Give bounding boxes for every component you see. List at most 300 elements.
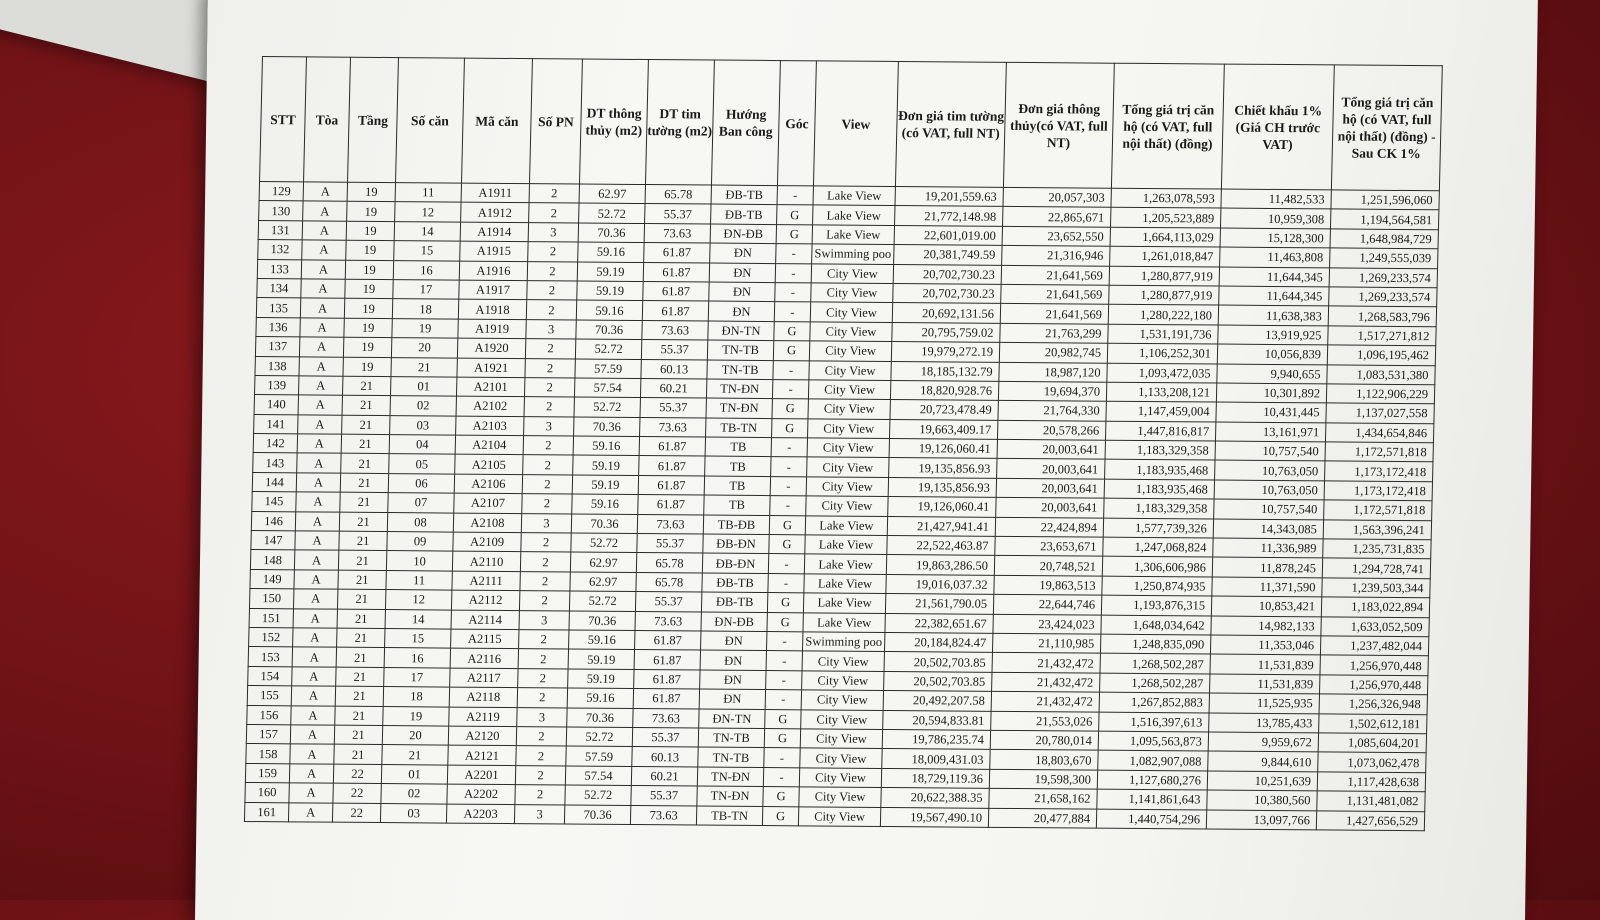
cell-so-can: 19 [392,318,458,338]
cell-stt: 161 [244,802,288,822]
cell-tong-gia-tri-sau-ck: 1,239,503,344 [1322,578,1430,598]
cell-stt: 139 [255,375,299,395]
cell-so-pn: 2 [519,591,569,611]
cell-so-can: 01 [390,376,456,396]
cell-stt: 130 [259,201,303,221]
cell-don-gia-tim-tuong: 18,820,928.76 [890,380,998,400]
cell-view: City View [810,302,892,322]
cell-don-gia-thong-thuy: 20,003,641 [996,498,1104,518]
cell-so-can: 14 [385,609,451,629]
cell-chiet-khau: 10,959,308 [1220,208,1330,228]
cell-dt-thong-thuy: 59.19 [577,262,643,282]
cell-tong-gia-tri-sau-ck: 1,633,052,509 [1321,617,1429,637]
cell-so-pn: 2 [525,339,575,359]
cell-so-can: 07 [388,493,454,513]
cell-tong-gia-tri-sau-ck: 1,137,027,558 [1326,403,1434,423]
cell-tang: 21 [342,415,390,435]
cell-tang: 21 [334,745,382,765]
cell-huong-ban-cong: ĐN [709,263,775,283]
cell-so-pn: 3 [517,707,567,727]
cell-goc: - [775,263,811,283]
cell-tong-gia-tri-sau-ck: 1,517,271,812 [1328,326,1436,346]
cell-toa: A [289,783,333,803]
cell-so-pn: 2 [519,630,569,650]
cell-view: City View [802,651,884,671]
cell-goc: - [766,632,802,652]
cell-toa: A [288,802,332,822]
cell-tang: 21 [338,551,386,571]
cell-huong-ban-cong: TN-ĐN [706,379,772,399]
cell-don-gia-thong-thuy: 23,653,671 [995,536,1103,556]
cell-so-can: 10 [386,551,452,571]
cell-don-gia-tim-tuong: 19,786,235.74 [882,729,990,749]
cell-dt-thong-thuy: 59.16 [573,436,639,456]
cell-don-gia-tim-tuong: 20,702,730.23 [893,264,1001,284]
cell-so-pn: 2 [521,533,571,553]
cell-so-can: 21 [391,357,457,377]
cell-dt-tim-tuong: 55.37 [635,592,701,612]
cell-toa: A [291,705,335,725]
cell-ma-can: A2117 [450,668,518,688]
cell-stt: 137 [255,337,299,357]
cell-so-pn: 2 [517,688,567,708]
cell-goc: G [762,806,798,826]
cell-dt-thong-thuy: 62.97 [570,572,636,592]
cell-so-pn: 2 [527,281,577,301]
cell-huong-ban-cong: ĐN [710,243,776,263]
header-so-can: Số căn [396,58,465,184]
cell-tong-gia-tri-sau-ck: 1,085,604,201 [1318,733,1426,753]
cell-don-gia-thong-thuy: 20,003,641 [996,478,1104,498]
table-header-row [260,57,1443,191]
cell-goc: G [774,321,810,341]
cell-stt: 159 [245,763,289,783]
cell-so-can: 01 [381,764,447,784]
cell-don-gia-thong-thuy: 22,424,894 [995,517,1103,537]
cell-ma-can: A2111 [452,571,520,591]
cell-huong-ban-cong: ĐN [709,282,775,302]
cell-tong-gia-tri-sau-ck: 1,172,571,818 [1325,442,1433,462]
cell-dt-thong-thuy: 52.72 [566,727,632,747]
cell-stt: 136 [256,317,300,337]
cell-tong-gia-tri: 1,127,680,276 [1097,770,1207,790]
cell-view: Lake View [805,535,887,555]
cell-don-gia-tim-tuong: 20,692,131.56 [892,303,1000,323]
cell-tong-gia-tri-sau-ck: 1,131,481,082 [1317,791,1425,811]
cell-tong-gia-tri-sau-ck: 1,194,564,581 [1330,209,1438,229]
cell-tang: 19 [347,182,395,202]
cell-chiet-khau: 11,482,533 [1221,189,1331,209]
cell-view: Lake View [813,186,895,206]
cell-tang: 22 [333,764,381,784]
cell-so-pn: 2 [526,300,576,320]
cell-tong-gia-tri-sau-ck: 1,268,583,796 [1328,306,1436,326]
cell-ma-can: A2201 [447,765,515,785]
cell-toa: A [298,395,342,415]
cell-tong-gia-tri-sau-ck: 1,427,656,529 [1316,810,1424,830]
cell-huong-ban-cong: ĐN-TN [699,709,765,729]
header-dt-tim-tuong: DT tim tường (m2) [645,60,714,186]
cell-tang: 21 [335,686,383,706]
cell-goc: - [768,554,804,574]
cell-ma-can: A1919 [458,319,526,339]
cell-stt: 141 [254,414,298,434]
cell-toa: A [297,434,341,454]
cell-chiet-khau: 10,301,892 [1216,383,1326,403]
cell-tong-gia-tri: 1,133,208,121 [1106,382,1216,402]
cell-view: City View [806,496,888,516]
header-tang: Tầng [348,57,399,182]
cell-tong-gia-tri-sau-ck: 1,563,396,241 [1323,520,1431,540]
cell-huong-ban-cong: TN-TB [698,728,764,748]
cell-don-gia-thong-thuy: 19,694,370 [998,381,1106,401]
cell-stt: 148 [250,550,294,570]
cell-tong-gia-tri-sau-ck: 1,235,731,835 [1323,539,1431,559]
cell-view: City View [809,360,891,380]
cell-view: City View [810,322,892,342]
cell-view: Lake View [813,205,895,225]
cell-huong-ban-cong: ĐB-ĐN [703,534,769,554]
cell-tang: 21 [341,454,389,474]
cell-don-gia-tim-tuong: 19,863,286.50 [886,555,994,575]
cell-dt-tim-tuong: 60.21 [631,766,697,786]
apartment-price-table [244,56,1443,831]
cell-ma-can: A2120 [448,726,516,746]
cell-tang: 21 [338,570,386,590]
cell-dt-thong-thuy: 52.72 [575,339,641,359]
cell-so-pn: 2 [522,494,572,514]
cell-so-pn: 2 [524,397,574,417]
cell-dt-tim-tuong: 65.78 [636,553,702,573]
cell-chiet-khau: 11,644,345 [1219,267,1329,287]
cell-huong-ban-cong: ĐB-TB [711,185,777,205]
cell-tong-gia-tri-sau-ck: 1,256,970,448 [1320,655,1428,675]
cell-so-can: 14 [394,221,460,241]
cell-so-pn: 2 [528,242,578,262]
header-tong-gia-tri: Tổng giá trị căn hộ (có VAT, full nội thất) (đồng) [1111,63,1224,189]
cell-tong-gia-tri-sau-ck: 1,434,654,846 [1325,423,1433,443]
cell-don-gia-thong-thuy: 21,110,985 [992,633,1100,653]
cell-chiet-khau: 11,644,345 [1219,286,1329,306]
cell-view: Lake View [805,515,887,535]
cell-view: City View [798,806,880,826]
cell-goc: G [772,399,808,419]
cell-toa: A [295,531,339,551]
cell-huong-ban-cong: TB [704,476,770,496]
cell-tang: 22 [333,783,381,803]
cell-tong-gia-tri: 1,440,754,296 [1096,809,1206,829]
cell-so-pn: 3 [524,416,574,436]
cell-tong-gia-tri-sau-ck: 1,183,022,894 [1321,597,1429,617]
cell-ma-can: A1921 [457,358,525,378]
cell-don-gia-tim-tuong: 21,772,148.98 [895,206,1003,226]
cell-dt-thong-thuy: 57.59 [575,359,641,379]
cell-stt: 138 [255,356,299,376]
cell-toa: A [300,318,344,338]
cell-dt-tim-tuong: 73.63 [630,805,696,825]
cell-don-gia-thong-thuy: 21,658,162 [989,788,1097,808]
cell-so-can: 08 [387,512,453,532]
cell-view: City View [808,380,890,400]
cell-so-can: 15 [394,241,460,261]
cell-goc: G [776,224,812,244]
cell-goc: - [765,690,801,710]
cell-so-can: 02 [390,396,456,416]
cell-ma-can: A2118 [449,687,517,707]
cell-goc: - [768,573,804,593]
cell-toa: A [299,337,343,357]
cell-dt-tim-tuong: 73.63 [642,320,708,340]
cell-don-gia-thong-thuy: 20,578,266 [997,420,1105,440]
cell-don-gia-tim-tuong: 22,601,019.00 [894,225,1002,245]
cell-ma-can: A2105 [455,455,523,475]
cell-goc: G [763,787,799,807]
cell-don-gia-thong-thuy: 21,641,569 [1001,265,1109,285]
cell-chiet-khau: 10,757,540 [1214,499,1324,519]
cell-view: Swimming poo [812,244,894,264]
cell-don-gia-thong-thuy: 21,432,472 [992,672,1100,692]
cell-don-gia-thong-thuy: 21,553,026 [991,711,1099,731]
cell-huong-ban-cong: ĐB-TB [701,592,767,612]
header-huong-ban-cong: Hướng Ban công [711,60,780,186]
cell-view: City View [808,399,890,419]
cell-tong-gia-tri: 1,183,935,468 [1104,479,1214,499]
cell-ma-can: A1911 [461,183,529,203]
cell-tang: 21 [340,473,388,493]
cell-stt: 158 [246,744,290,764]
cell-stt: 157 [246,724,290,744]
cell-don-gia-thong-thuy: 21,763,299 [1000,323,1108,343]
cell-view: Lake View [804,554,886,574]
cell-don-gia-tim-tuong: 19,201,559.63 [895,186,1003,206]
header-toa: Tòa [304,57,351,182]
cell-don-gia-thong-thuy: 23,424,023 [993,614,1101,634]
cell-don-gia-tim-tuong: 18,729,119.36 [881,768,989,788]
cell-ma-can: A2114 [451,610,519,630]
cell-don-gia-tim-tuong: 19,567,490.10 [880,807,988,827]
cell-don-gia-tim-tuong: 18,185,132.79 [891,361,999,381]
cell-chiet-khau: 10,056,839 [1217,344,1327,364]
cell-ma-can: A2116 [450,648,518,668]
cell-chiet-khau: 10,431,445 [1216,402,1326,422]
header-tong-gia-tri-sau-ck: Tổng giá trị căn hộ (có VAT, full nội thất) (đồng) - Sau CK 1% [1331,65,1442,191]
cell-goc: - [777,186,813,206]
cell-huong-ban-cong: ĐN-ĐB [710,224,776,244]
cell-so-pn: 2 [523,436,573,456]
cell-don-gia-tim-tuong: 20,502,703.85 [884,671,992,691]
cell-tong-gia-tri-sau-ck: 1,173,172,418 [1325,461,1433,481]
header-don-gia-thong-thuy: Đơn giá thông thủy(có VAT, full NT) [1003,62,1114,188]
price-list-sheet [244,56,1443,831]
cell-so-pn: 3 [528,222,578,242]
cell-stt: 155 [247,686,291,706]
cell-toa: A [293,628,337,648]
cell-tong-gia-tri: 1,306,606,986 [1102,557,1212,577]
cell-so-can: 19 [383,706,449,726]
cell-stt: 147 [251,531,295,551]
cell-chiet-khau: 11,463,808 [1220,247,1330,267]
cell-toa: A [303,201,347,221]
header-don-gia-tim-tuong: Đơn giá tim tường (có VAT, full NT) [895,61,1006,187]
header-so-pn: Số PN [530,59,583,184]
cell-tong-gia-tri-sau-ck: 1,173,172,418 [1324,481,1432,501]
cell-goc: G [765,709,801,729]
cell-so-pn: 2 [520,571,570,591]
cell-tong-gia-tri: 1,250,874,935 [1102,576,1212,596]
cell-don-gia-thong-thuy: 20,003,641 [997,439,1105,459]
cell-dt-thong-thuy: 70.36 [578,223,644,243]
cell-huong-ban-cong: ĐN-ĐB [701,612,767,632]
cell-ma-can: A2108 [453,513,521,533]
cell-stt: 131 [258,220,302,240]
cell-chiet-khau: 13,785,433 [1209,713,1319,733]
cell-dt-thong-thuy: 59.16 [572,494,638,514]
cell-dt-tim-tuong: 55.37 [640,398,706,418]
cell-so-can: 16 [384,648,450,668]
cell-ma-can: A2203 [446,804,514,824]
cell-don-gia-tim-tuong: 20,184,824.47 [884,632,992,652]
cell-dt-thong-thuy: 52.72 [574,397,640,417]
cell-view: City View [811,263,893,283]
cell-stt: 150 [249,589,293,609]
cell-chiet-khau: 10,763,050 [1215,461,1325,481]
cell-dt-tim-tuong: 73.63 [633,708,699,728]
cell-dt-tim-tuong: 60.13 [641,359,707,379]
cell-dt-thong-thuy: 70.36 [576,320,642,340]
cell-ma-can: A1918 [458,299,526,319]
cell-goc: - [766,670,802,690]
cell-ma-can: A2109 [453,532,521,552]
cell-tong-gia-tri: 1,267,852,883 [1099,692,1209,712]
cell-goc: - [766,651,802,671]
cell-tang: 21 [342,395,390,415]
cell-so-pn: 2 [525,358,575,378]
cell-so-can: 17 [393,280,459,300]
cell-tong-gia-tri: 1,141,861,643 [1097,789,1207,809]
cell-don-gia-tim-tuong: 20,492,207.58 [883,691,991,711]
cell-huong-ban-cong: TN-ĐN [697,786,763,806]
cell-dt-thong-thuy: 70.36 [574,417,640,437]
cell-don-gia-thong-thuy: 19,598,300 [989,769,1097,789]
cell-so-can: 03 [390,415,456,435]
cell-view: City View [801,690,883,710]
cell-so-can: 02 [381,784,447,804]
cell-so-can: 18 [392,299,458,319]
cell-dt-thong-thuy: 57.59 [566,746,632,766]
cell-so-can: 20 [391,338,457,358]
cell-so-can: 16 [393,260,459,280]
cell-so-can: 17 [384,667,450,687]
cell-toa: A [299,356,343,376]
cell-huong-ban-cong: TN-ĐN [697,767,763,787]
cell-dt-thong-thuy: 59.19 [568,669,634,689]
cell-ma-can: A1915 [460,241,528,261]
cell-don-gia-tim-tuong: 19,135,856.93 [888,477,996,497]
cell-toa: A [302,221,346,241]
cell-toa: A [290,744,334,764]
cell-tang: 19 [343,357,391,377]
cell-goc: G [777,205,813,225]
header-goc: Góc [777,61,816,186]
cell-tong-gia-tri: 1,648,034,642 [1101,615,1211,635]
cell-view: City View [807,438,889,458]
header-view: View [813,61,898,187]
cell-ma-can: A1920 [457,338,525,358]
cell-dt-thong-thuy: 52.72 [571,533,637,553]
cell-so-can: 11 [395,183,461,203]
cell-tong-gia-tri: 1,531,191,736 [1108,324,1218,344]
cell-ma-can: A2103 [456,416,524,436]
cell-tang: 19 [343,337,391,357]
cell-huong-ban-cong: TN-TB [707,340,773,360]
cell-tong-gia-tri: 1,577,739,326 [1103,518,1213,538]
cell-ma-can: A2106 [454,474,522,494]
cell-dt-tim-tuong: 61.87 [635,631,701,651]
cell-toa: A [296,492,340,512]
cell-tang: 21 [340,492,388,512]
cell-dt-tim-tuong: 55.37 [632,727,698,747]
cell-tong-gia-tri: 1,106,252,301 [1107,343,1217,363]
cell-huong-ban-cong: ĐN-TN [708,321,774,341]
cell-toa: A [293,589,337,609]
cell-don-gia-thong-thuy: 21,641,569 [1000,304,1108,324]
cell-view: Lake View [812,225,894,245]
cell-view: Lake View [804,574,886,594]
cell-goc: - [764,748,800,768]
cell-goc: - [771,457,807,477]
cell-dt-tim-tuong: 55.37 [637,534,703,554]
cell-dt-thong-thuy: 59.19 [573,455,639,475]
cell-so-pn: 2 [516,746,566,766]
cell-toa: A [293,608,337,628]
cell-ma-can: A1916 [459,261,527,281]
cell-stt: 156 [247,705,291,725]
cell-tong-gia-tri: 1,280,877,919 [1109,266,1219,286]
cell-dt-thong-thuy: 59.16 [567,688,633,708]
cell-stt: 134 [257,278,301,298]
cell-chiet-khau: 10,853,421 [1211,596,1321,616]
cell-tong-gia-tri-sau-ck: 1,096,195,462 [1327,345,1435,365]
cell-toa: A [302,240,346,260]
cell-chiet-khau: 13,161,971 [1215,422,1325,442]
cell-ma-can: A1912 [461,202,529,222]
cell-huong-ban-cong: ĐN [699,689,765,709]
cell-dt-thong-thuy: 62.97 [579,184,645,204]
cell-goc: - [771,438,807,458]
cell-don-gia-thong-thuy: 18,803,670 [990,750,1098,770]
cell-tong-gia-tri: 1,193,876,315 [1101,595,1211,615]
cell-view: Lake View [803,612,885,632]
cell-don-gia-tim-tuong: 21,427,941.41 [887,516,995,536]
cell-stt: 144 [252,472,296,492]
cell-dt-thong-thuy: 59.19 [568,649,634,669]
cell-tong-gia-tri-sau-ck: 1,083,531,380 [1327,364,1435,384]
cell-don-gia-thong-thuy: 18,987,120 [999,362,1107,382]
cell-chiet-khau: 11,531,839 [1210,654,1320,674]
cell-dt-thong-thuy: 59.16 [576,300,642,320]
cell-ma-can: A2107 [454,493,522,513]
cell-so-pn: 2 [518,668,568,688]
cell-chiet-khau: 11,336,989 [1213,538,1323,558]
cell-stt: 145 [252,492,296,512]
cell-so-pn: 2 [522,474,572,494]
cell-tong-gia-tri-sau-ck: 1,256,970,448 [1319,675,1427,695]
cell-so-pn: 2 [520,552,570,572]
cell-dt-thong-thuy: 59.16 [578,242,644,262]
cell-view: City View [811,283,893,303]
cell-goc: - [772,379,808,399]
cell-toa: A [294,570,338,590]
